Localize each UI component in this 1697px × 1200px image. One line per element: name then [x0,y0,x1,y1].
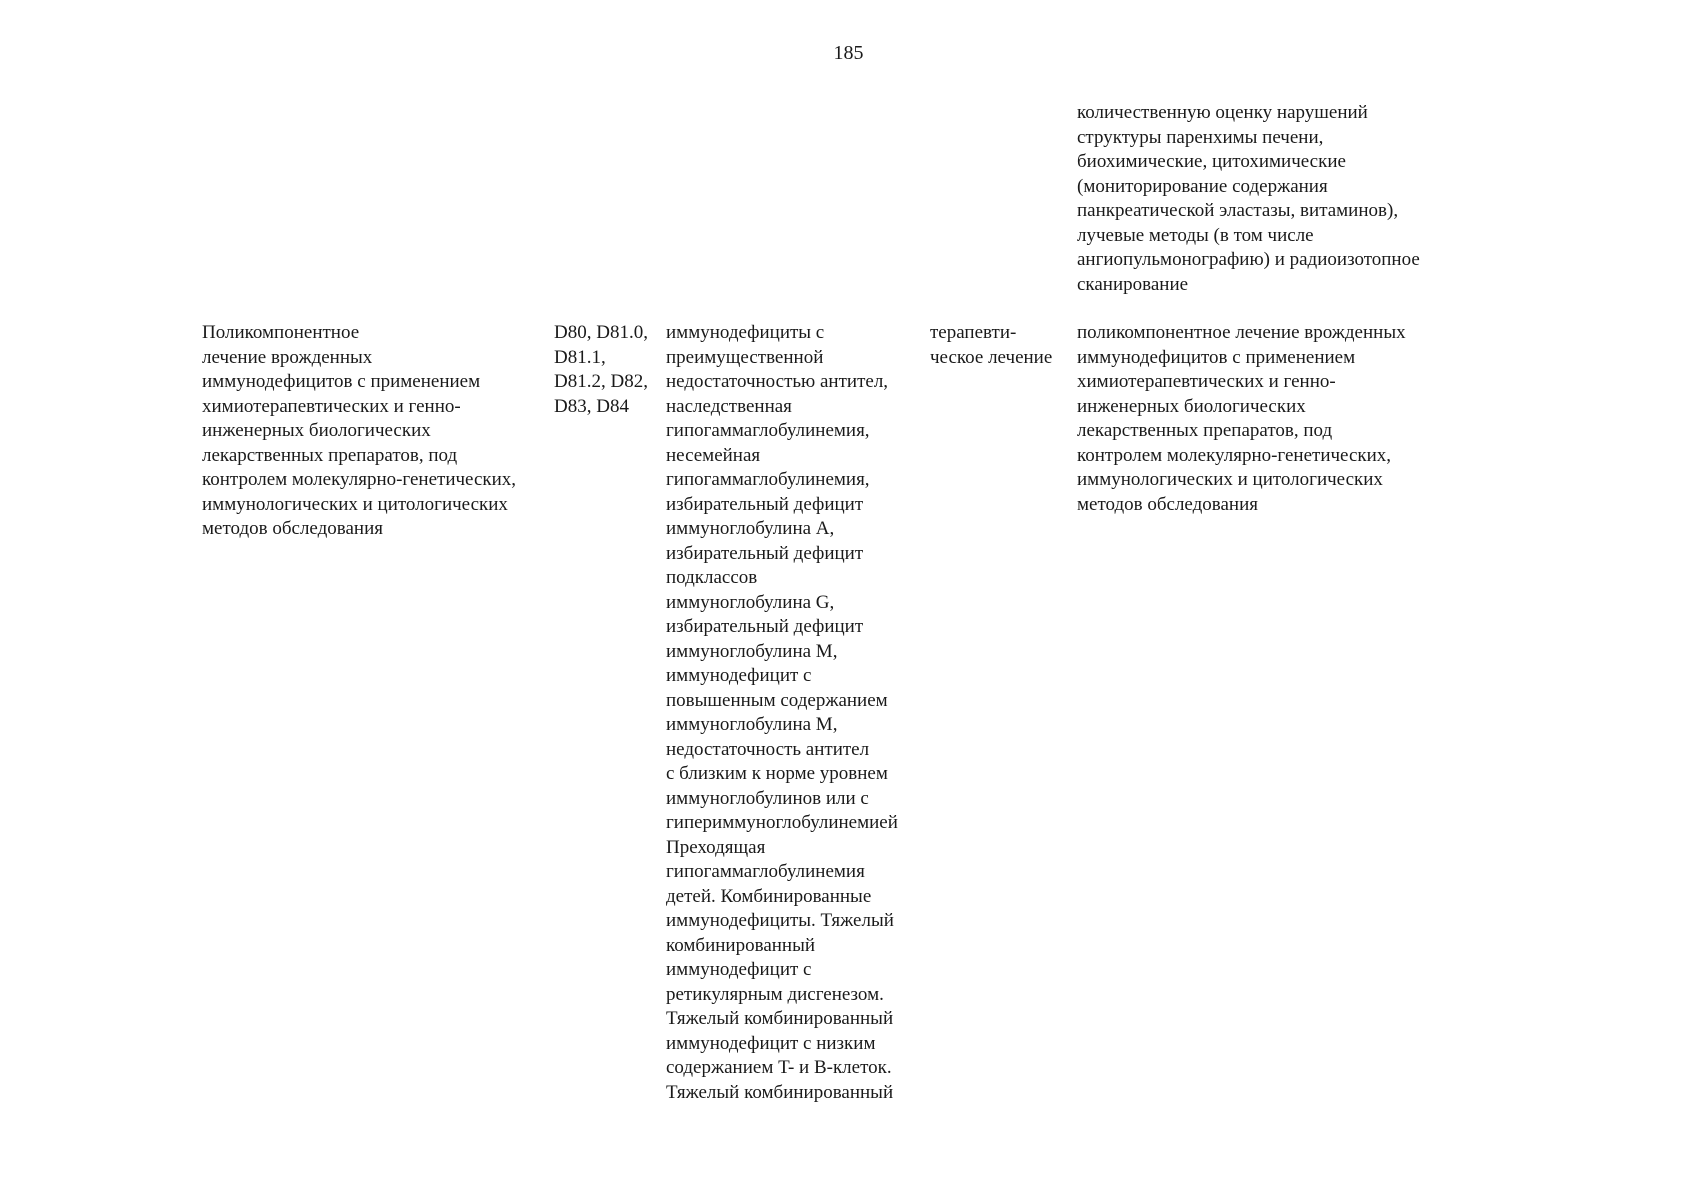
treatment-type-cell: терапевти- ческое лечение [930,322,1053,368]
treatment-method-cell: поликомпонентное лечение врожденных иммунодефицитов с применением химиотерапевтических и генно- инженерных биологических лекарственных препаратов, под контролем молекулярно-генетических, иммунологических и цитологических методов обследования [1077,322,1406,515]
page-number: 185 [833,42,864,64]
icd-codes-cell: D80, D81.0, D81.1, D81.2, D82, D83, D84 [554,322,648,417]
patient-model-cell: иммунодефициты с преимущественной недостаточностью антител, наследственная гипогаммаглобулинемия, несемейная гипогаммаглобулинемия, избирательный дефицит иммуноглобулина A, избирательный дефицит подклассов иммуноглобулина G, избирательный дефицит иммуноглобулина M, иммунодефицит с повышенным содержанием иммуноглобулина M, недостаточность антител с близким к норме уровнем иммуноглобулинов или с гипериммуноглобулинемией Преходящая гипогаммаглобулинемия детей. Комбинированные иммунодефициты. Тяжелый комбинированный иммунодефицит с ретикулярным дисгенезом. Тяжелый комбинированный иммунодефицит с низким содержанием T- и B-клеток. Тяжелый комбинированный [666,322,898,1103]
care-type-name-cell: Поликомпонентное лечение врожденных иммунодефицитов с применением химиотерапевтических и генно- инженерных биологических лекарственных препаратов, под контролем молекулярно-генетических, иммунологических и цитологических методов обследования [202,322,517,539]
previous-row-method-continuation: количественную оценку нарушений структуры паренхимы печени, биохимические, цитохимические (мониторирование содержания панкреатической эластазы, витаминов), лучевые методы (в том числе ангиопульмонографию) и радиоизотопное сканирование [1077,102,1420,295]
